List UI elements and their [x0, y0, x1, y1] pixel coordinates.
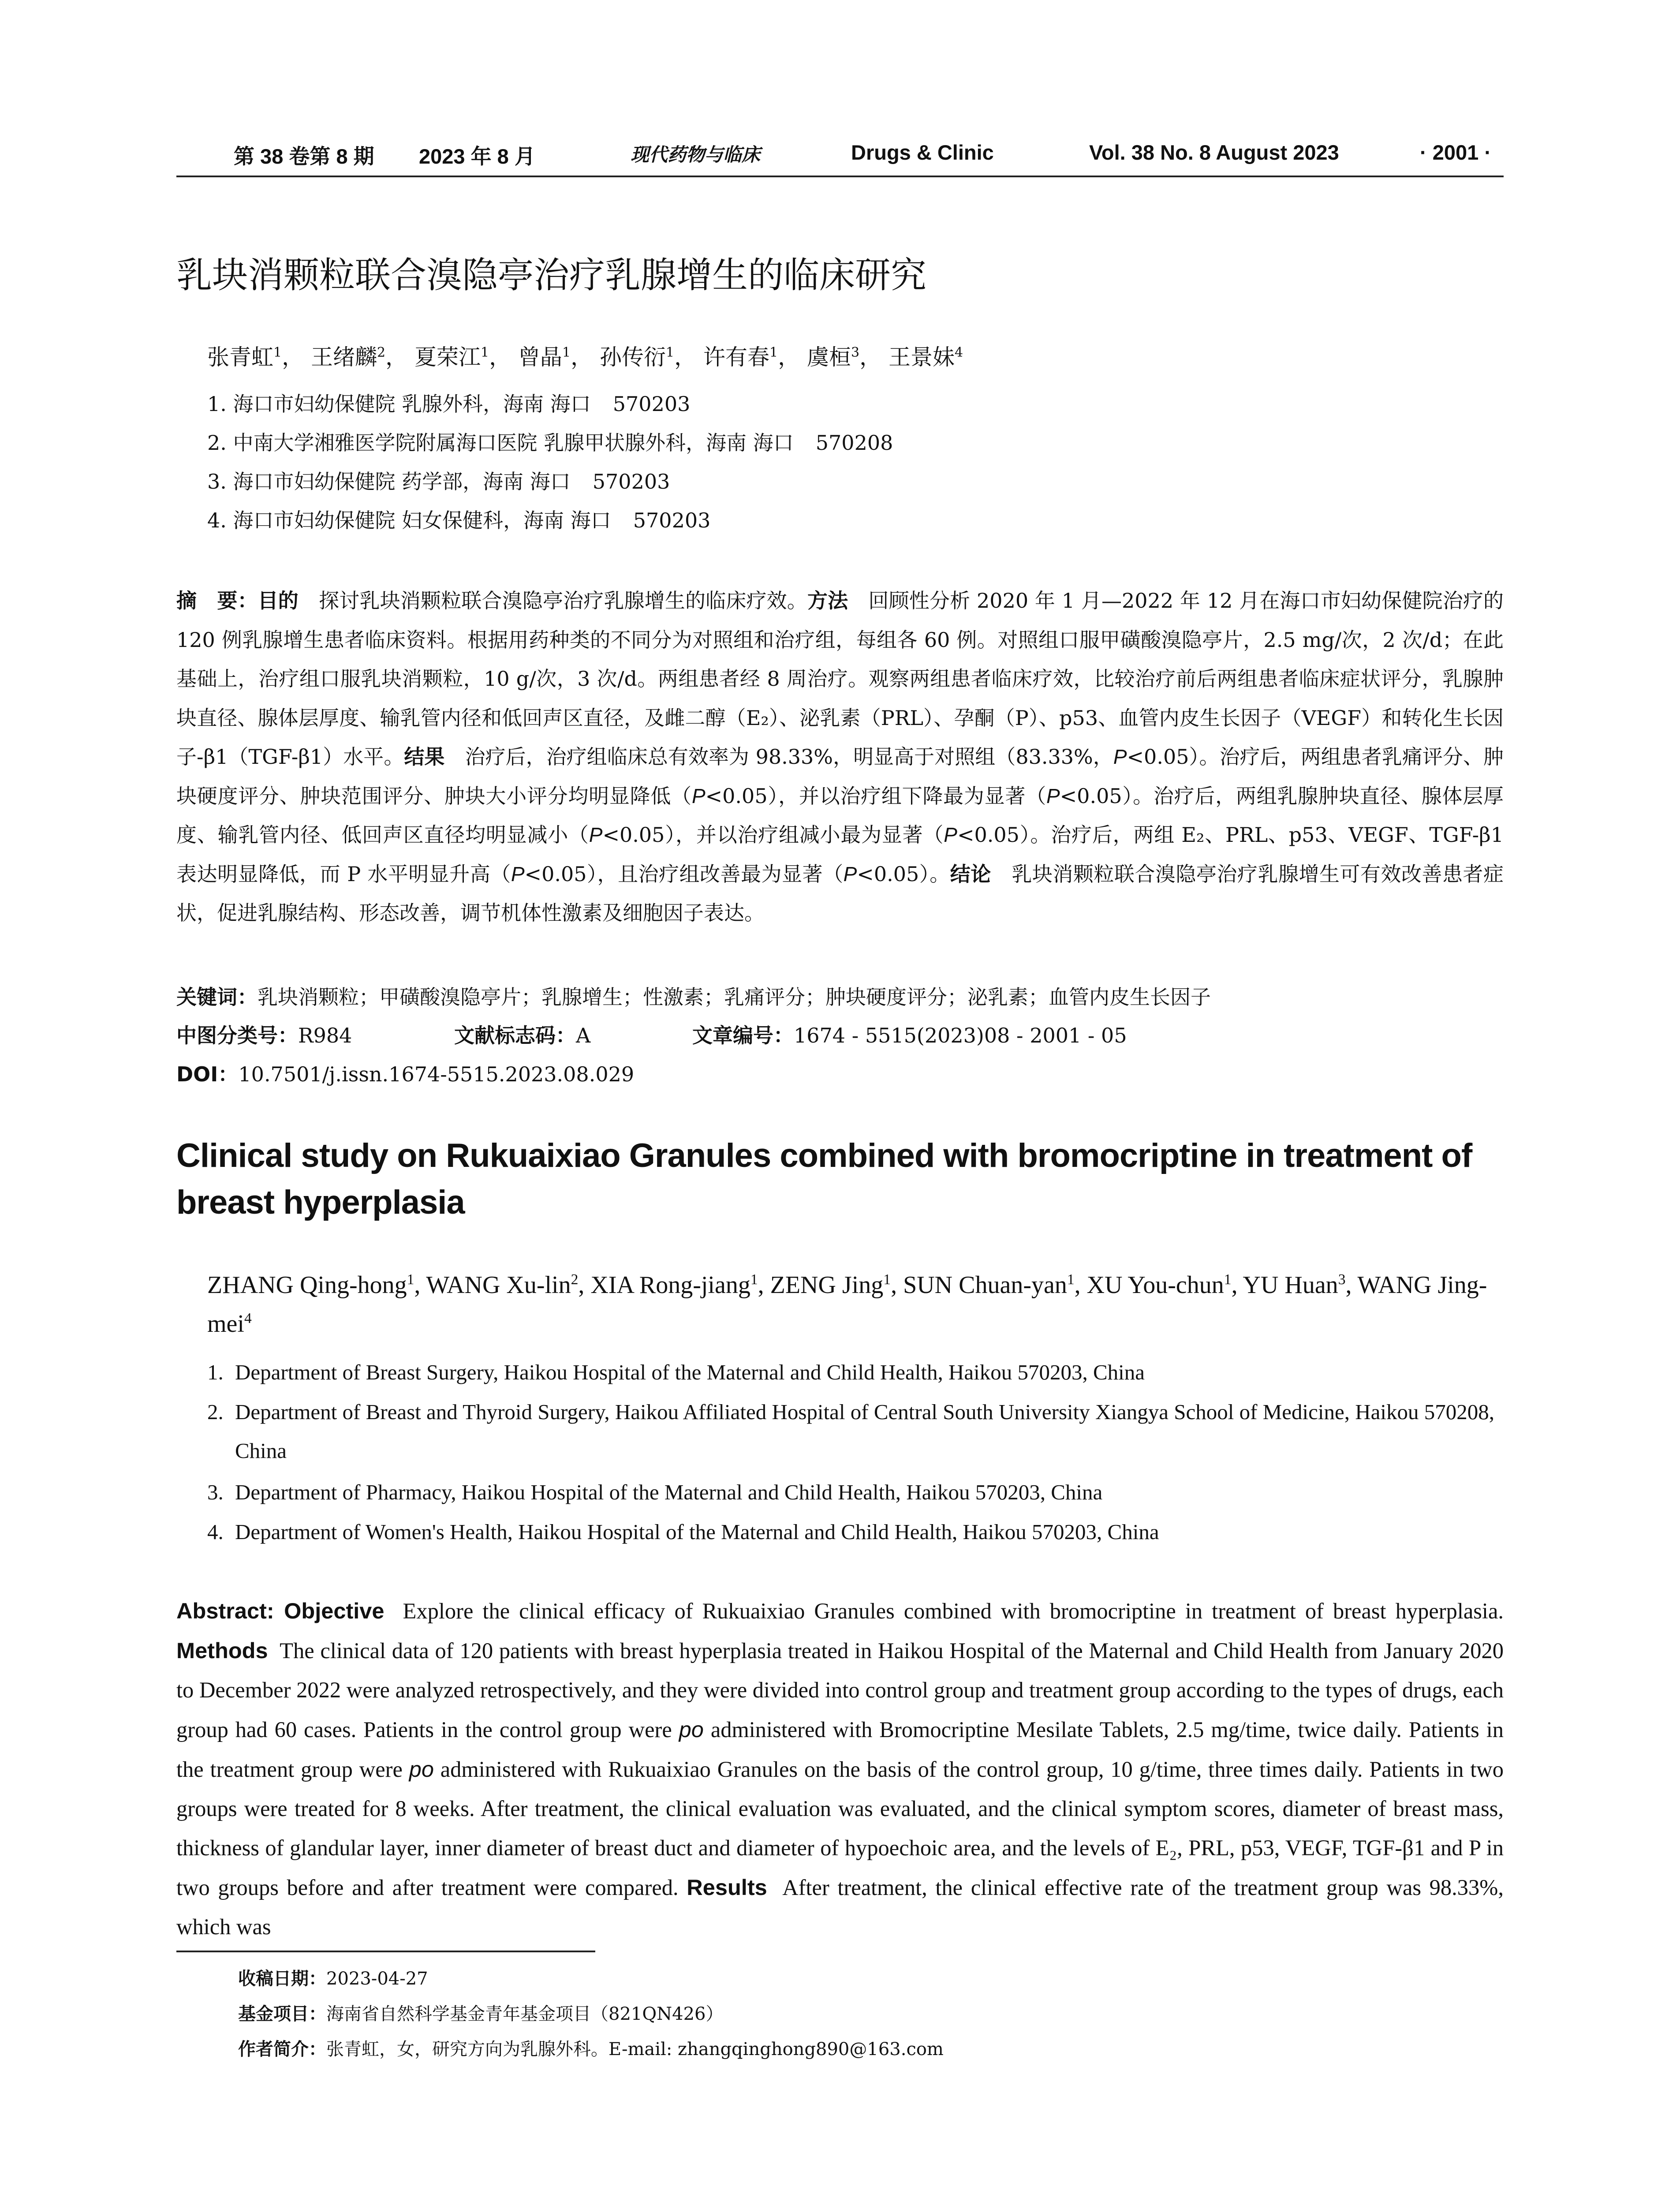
- affiliation-zh: 4. 海口市妇幼保健院 妇女保健科，海南 海口 570203: [207, 508, 711, 532]
- author-en: ZHANG Qing-hong$^1$: [207, 1271, 414, 1299]
- author-zh: 夏荣江$^1$: [414, 344, 489, 370]
- title-en: Clinical study on Rukuaixiao Granules combined with bromocriptine in treatment of breast hyperplasia: [176, 1137, 1472, 1221]
- authors-en: ZHANG Qing-hong$^1$, WANG Xu-lin$^2$, XIA Rong-jiang$^1$, ZENG Jing$^1$, SUN Chuan-yan$^1$, XU You-chun$^1$, YU Huan$^3$, WANG Jing-mei$^4$: [207, 1271, 1487, 1338]
- affiliation-zh: 2. 中南大学湘雅医学院附属海口医院 乳腺甲状腺外科，海南 海口 570208: [207, 431, 893, 455]
- affiliation-en: 1. Department of Breast Surgery, Haikou Hospital of the Maternal and Child Health, Haikou 570203, China: [207, 1360, 1145, 1384]
- title-zh: 乳块消颗粒联合溴隐亭治疗乳腺增生的临床研究: [176, 255, 927, 296]
- affiliation-en: 4. Department of Women's Health, Haikou Hospital of the Maternal and Child Health, Haikou 570203, China: [207, 1520, 1159, 1544]
- header-rule: [176, 176, 1504, 177]
- author-zh: 王景妹$^4$: [889, 344, 963, 370]
- author-en: WANG Jing-mei$^4$: [207, 1271, 1487, 1338]
- abstract-en-label: Abstract: Objective: [176, 1598, 385, 1623]
- affiliation-zh: 1. 海口市妇幼保健院 乳腺外科，海南 海口 570203: [207, 392, 691, 416]
- results-en-label: Results: [687, 1875, 767, 1900]
- keywords-zh: 关键词：乳块消颗粒；甲磺酸溴隐亭片；乳腺增生；性激素；乳痛评分；肿块硬度评分；泌乳素；血管内皮生长因子: [176, 985, 1211, 1009]
- header-journal-en: Drugs & Clinic: [851, 141, 994, 164]
- article-number: 文章编号：1674 - 5515(2023)08 - 2001 - 05: [692, 1024, 1127, 1047]
- header-journal-zh: 现代药物与临床: [631, 144, 761, 165]
- author-zh: 王绪麟$^2$: [311, 344, 386, 370]
- author-en: ZENG Jing$^1$: [770, 1271, 891, 1299]
- author-zh: 张青虹$^1$: [207, 344, 282, 370]
- header-page-number: · 2001 ·: [1420, 141, 1491, 164]
- author-zh: 许有春$^1$: [703, 344, 778, 370]
- author-en: SUN Chuan-yan$^1$: [903, 1271, 1075, 1299]
- abstract-en: Abstract: Objective Explore the clinical efficacy of Rukuaixiao Granules combined with bromocriptine in treatment of breast hyperplasia. Methods The clinical data of 120 patients with breast hyperplasia treated in Haikou Hospital of the Maternal and Child Health from January 2020 to December 2022 were analyzed retrospectively, and they were divided into control group and treatment group according to the types of drugs, each group had 60 cases. Patients in the control group were po administered with Bromocriptine Mesilate Tablets, 2.5 mg/time, twice daily. Patients in the treatment group were po administered with Rukuaixiao Granules on the basis of the control group, 10 g/time, three times daily. Patients in two groups were treated for 8 weeks. After treatment, the clinical evaluation was evaluated, and the clinical symptom scores, diameter of breast mass, thickness of glandular layer, inner diameter of breast duct and diameter of hypoechoic area, and the levels of E₂, PRL, p53, VEGF, TGF-β1 and P in two groups before and after treatment were compared. Results After treatment, the clinical effective rate of the treatment group was 98.33%, which was: [176, 1598, 1504, 1939]
- header-volume-en: Vol. 38 No. 8 August 2023: [1089, 141, 1339, 164]
- abstract-zh: 摘 要：目的 探讨乳块消颗粒联合溴隐亭治疗乳腺增生的临床疗效。方法 回顾性分析 2020 年 1 月—2022 年 12 月在海口市妇幼保健院治疗的 120 例乳腺增生患者临床资料。根据用药种类的不同分为对照组和治疗组，每组各 60 例。对照组口服甲磺酸溴隐亭片，2.5 mg/次，2 次/d；在此基础上，治疗组口服乳块消颗粒，10 g/次，3 次/d。两组患者经 8 周治疗。观察两组患者临床疗效，比较治疗前后两组患者临床症状评分，乳腺肿块直径、腺体层厚度、输乳管内径和低回声区直径，及雌二醇（E₂）、泌乳素（PRL）、孕酮（P）、p53、血管内皮生长因子（VEGF）和转化生长因子-β1（TGF-β1）水平。结果 治疗后，治疗组临床总有效率为 98.33%，明显高于对照组（83.33%，P<0.05）。治疗后，两组患者乳痛评分、肿块硬度评分、肿块范围评分、肿块大小评分均明显降低（P<0.05），并以治疗组下降最为显著（P<0.05）。治疗后，两组乳腺肿块直径、腺体层厚度、输乳管内径、低回声区直径均明显减小（P<0.05），并以治疗组减小最为显著（P<0.05）。治疗后，两组 E₂、PRL、p53、VEGF、TGF-β1 表达明显降低，而 P 水平明显升高（P<0.05），且治疗组改善最为显著（P<0.05）。结论 乳块消颗粒联合溴隐亭治疗乳腺增生可有效改善患者症状，促进乳腺结构、形态改善，调节机体性激素及细胞因子表达。: [176, 589, 1504, 925]
- conclusion-label: 结论: [950, 862, 991, 886]
- author-en: WANG Xu-lin$^2$: [426, 1271, 579, 1299]
- running-header: [176, 140, 1504, 167]
- affiliation-en: 3. Department of Pharmacy, Haikou Hospital of the Maternal and Child Health, Haikou 570203, China: [207, 1480, 1103, 1504]
- results-label: 结果: [404, 745, 445, 769]
- header-volume-zh: 第 38 卷第 8 期: [234, 145, 374, 168]
- author-en: XIA Rong-jiang$^1$: [590, 1271, 758, 1299]
- authors-zh: 张青虹$^1$， 王绪麟$^2$， 夏荣江$^1$， 曾晶$^1$， 孙传衍$^1$， 许有春$^1$， 虞桓$^3$， 王景妹$^4$: [207, 344, 963, 370]
- author-en: YU Huan$^3$: [1243, 1271, 1346, 1299]
- methods-label: 方法: [807, 589, 848, 613]
- footnote-funding: 基金项目：海南省自然科学基金青年基金项目（821QN426）: [238, 2004, 724, 2024]
- author-zh: 曾晶$^1$: [518, 344, 571, 370]
- author-en: XU You-chun$^1$: [1086, 1271, 1232, 1299]
- affiliation-en: 2. Department of Breast and Thyroid Surgery, Haikou Affiliated Hospital of Central South University Xiangya School of Medicine, Haikou 570208, China: [207, 1400, 1494, 1463]
- clc-number: 中图分类号：R984: [176, 1024, 352, 1047]
- footnote-rule: [176, 1951, 595, 1952]
- abstract-zh-label: 摘 要：: [176, 589, 258, 613]
- header-date-zh: 2023 年 8 月: [419, 145, 535, 168]
- methods-en-label: Methods: [176, 1638, 268, 1663]
- author-zh: 孙传衍$^1$: [600, 344, 675, 370]
- footnote-received: 收稿日期：2023-04-27: [238, 1969, 428, 1989]
- document-code: 文献标志码：A: [454, 1024, 591, 1047]
- affiliation-zh: 3. 海口市妇幼保健院 药学部，海南 海口 570203: [207, 470, 670, 493]
- classification-line: [176, 1020, 1504, 1046]
- doi-line: DOI：10.7501/j.issn.1674-5515.2023.08.029: [176, 1062, 635, 1086]
- paper-page: [176, 0, 1504, 2205]
- objective-label: 目的: [258, 589, 299, 613]
- footnote-author-bio: 作者简介：张青虹，女，研究方向为乳腺外科。E-mail: zhangqinghong890@163.com: [238, 2039, 944, 2059]
- author-zh: 虞桓$^3$: [807, 344, 860, 370]
